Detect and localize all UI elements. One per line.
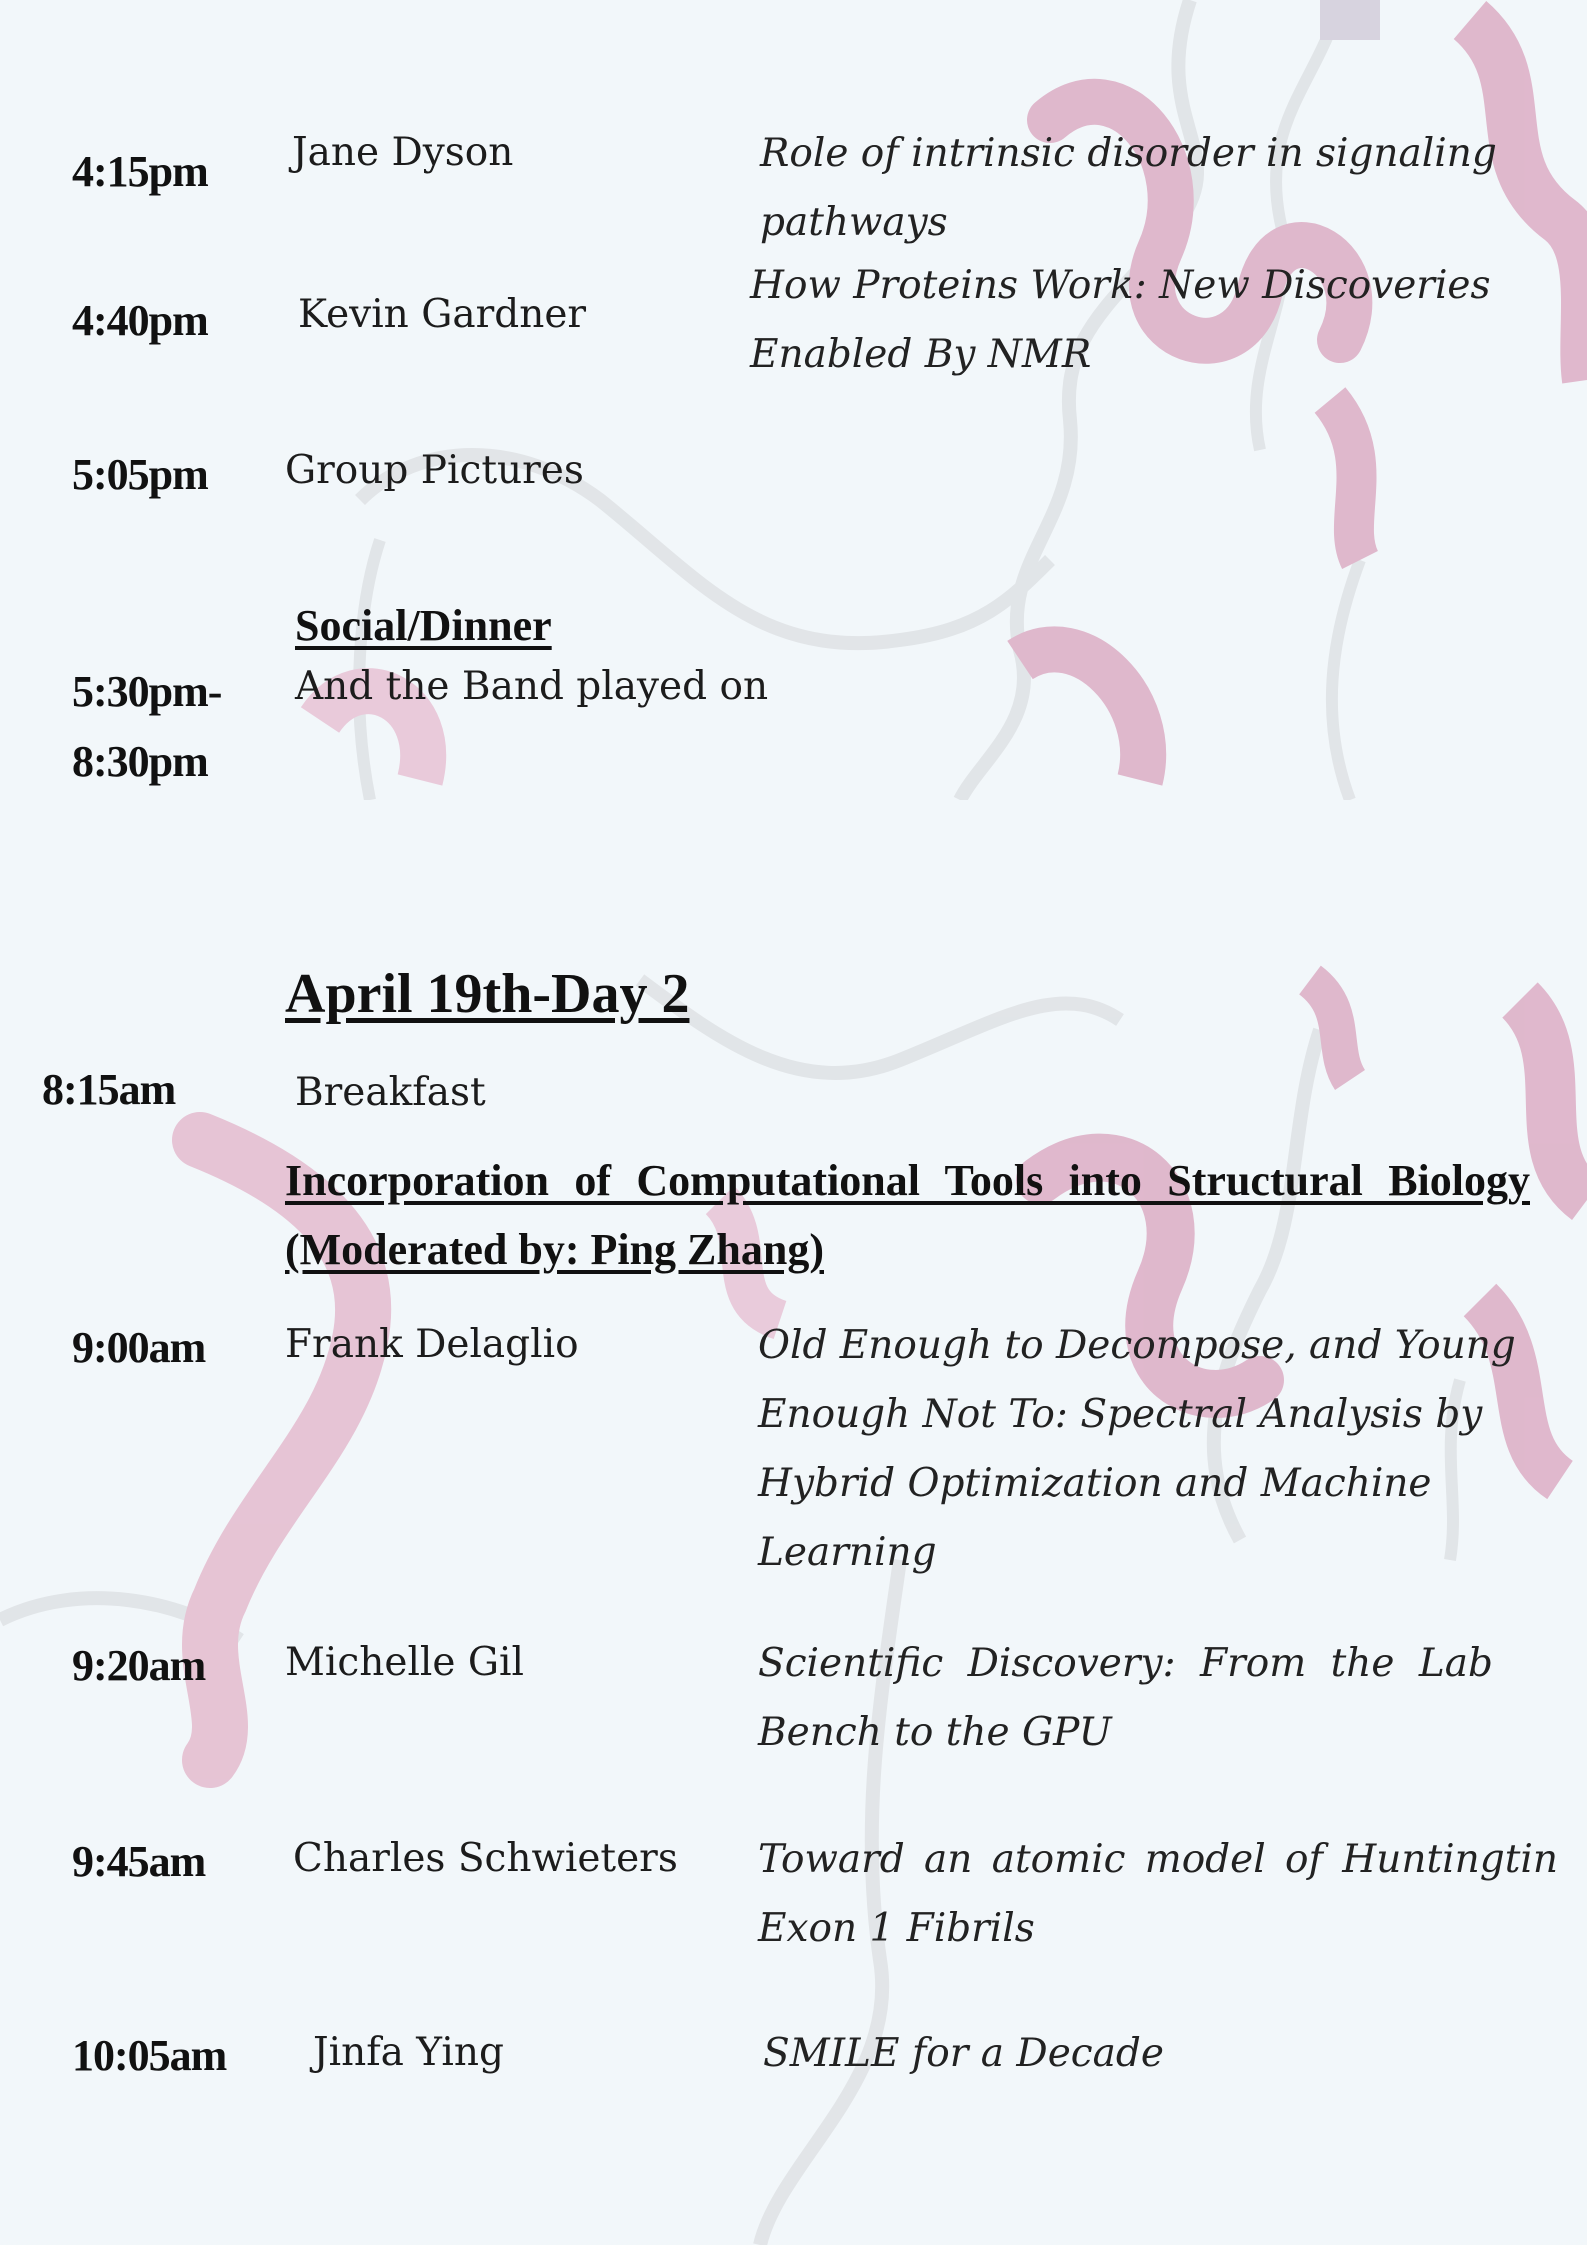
activity-label: Group Pictures xyxy=(285,448,584,493)
time-slot: 4:15pm xyxy=(72,147,208,196)
time-slot: 9:20am xyxy=(72,1641,206,1690)
time-slot: 10:05am xyxy=(72,2031,227,2080)
speaker-name: Frank Delaglio xyxy=(285,1322,579,1367)
talk-title: Scientific Discovery: From the Lab Bench to the GPU xyxy=(758,1641,1493,1755)
session-moderator: (Moderated by: Ping Zhang) xyxy=(285,1225,824,1274)
time-slot: 9:45am xyxy=(72,1837,206,1886)
day-heading: April 19th-Day 2 xyxy=(285,963,690,1025)
session-title: Incorporation of Computational Tools into Structural Biology xyxy=(285,1156,1530,1205)
speaker-name: Kevin Gardner xyxy=(298,292,587,337)
talk-title: Role of intrinsic disorder in signaling pathways xyxy=(760,131,1497,245)
social-subtitle: And the Band played on xyxy=(295,664,769,709)
talk-title: How Proteins Work: New Discoveries Enabled By NMR xyxy=(750,263,1491,377)
speaker-name: Michelle Gil xyxy=(285,1640,524,1685)
talk-title: Old Enough to Decompose, and Young Enough Not To: Spectral Analysis by Hybrid Optimization and Machine Learning xyxy=(758,1323,1516,1575)
time-slot: 9:00am xyxy=(72,1323,206,1372)
talk-title: SMILE for a Decade xyxy=(763,2031,1164,2076)
time-slot: 4:40pm xyxy=(72,296,208,345)
time-slot: 5:05pm xyxy=(72,450,208,499)
time-slot-start: 5:30pm- xyxy=(72,667,222,716)
social-heading: Social/Dinner xyxy=(295,601,552,650)
speaker-name: Jane Dyson xyxy=(292,130,514,175)
time-slot: 8:15am xyxy=(42,1065,176,1114)
time-slot-end: 8:30pm xyxy=(72,737,208,786)
activity-label: Breakfast xyxy=(295,1070,486,1115)
talk-title: Toward an atomic model of Huntingtin Exon 1 Fibrils xyxy=(758,1837,1558,1951)
speaker-name: Charles Schwieters xyxy=(293,1836,678,1881)
speaker-name: Jinfa Ying xyxy=(313,2030,504,2075)
